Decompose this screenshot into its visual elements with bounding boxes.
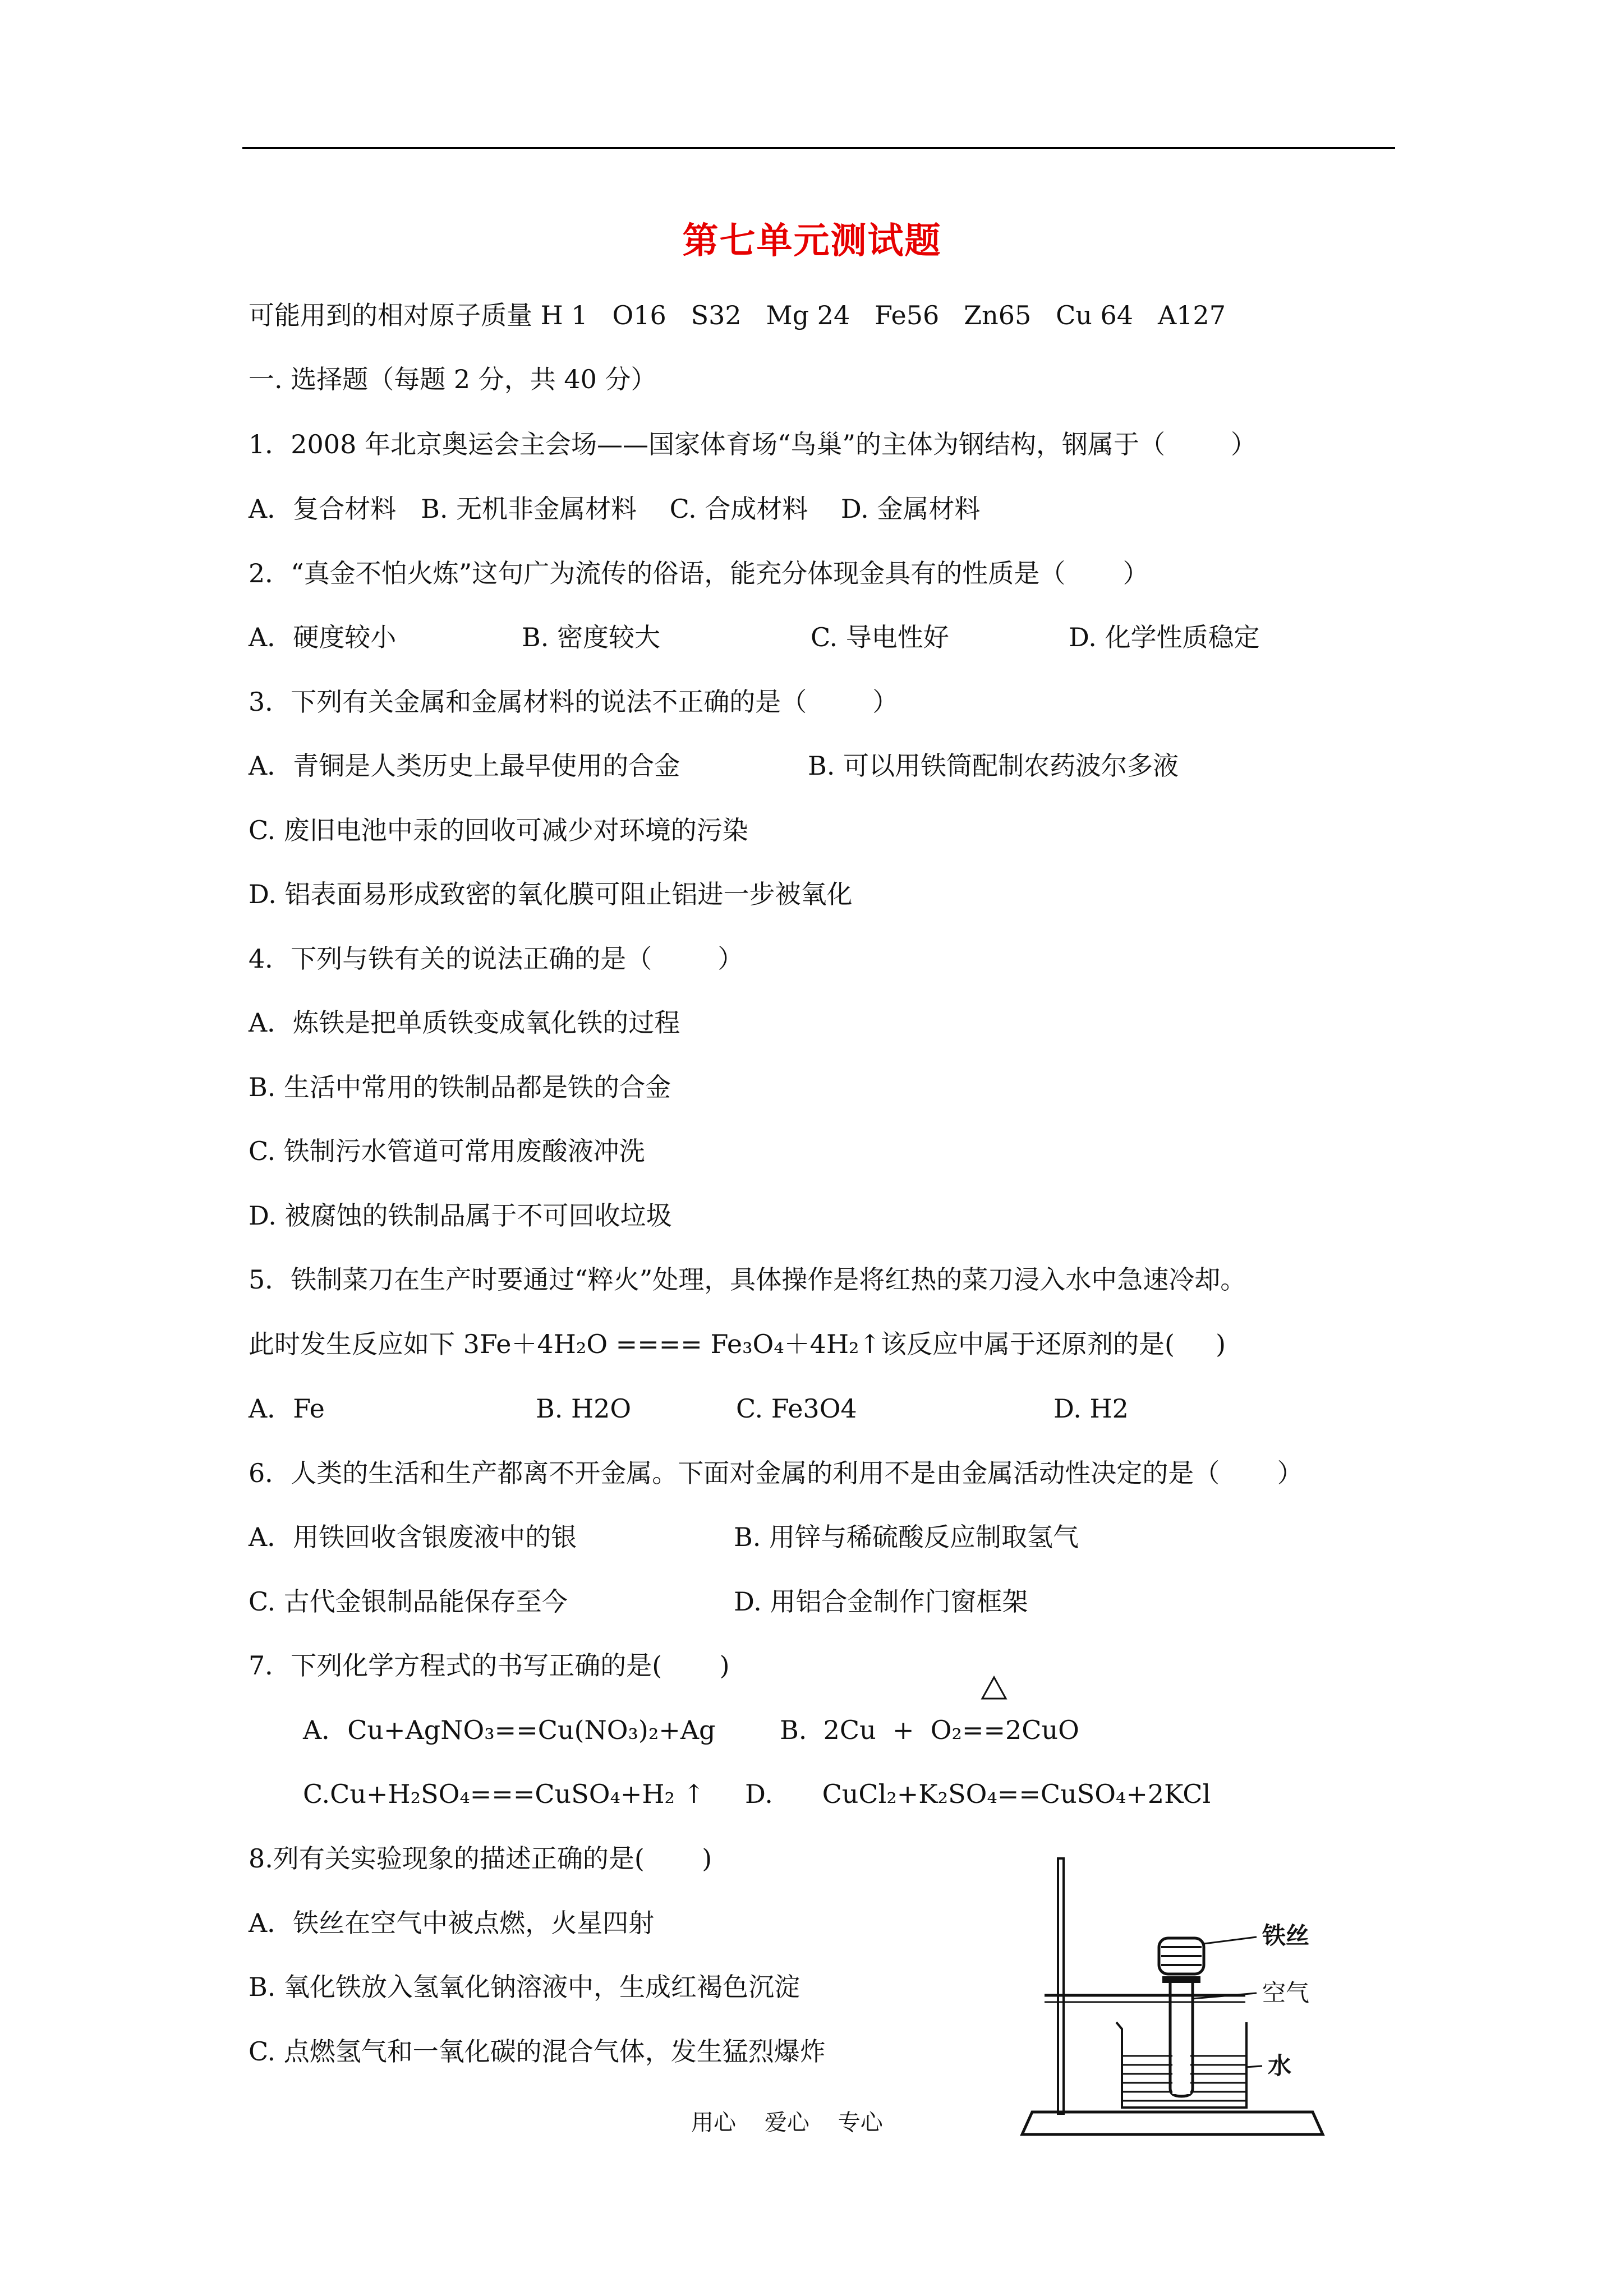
- q5-option-d: D. H2: [1053, 1393, 1129, 1424]
- q4-option-b: B. 生活中常用的铁制品都是铁的合金: [249, 1072, 671, 1102]
- q6-option-d: D. 用铝合金制作门窗框架: [734, 1586, 1028, 1617]
- q8-option-b: B. 氧化铁放入氢氧化钠溶液中，生成红褐色沉淀: [249, 1972, 801, 2002]
- q2-stem: 2．“真金不怕火炼”这句广为流传的俗语，能充分体现金具有的性质是（ ）: [249, 558, 1149, 588]
- q6-option-a: A．用铁回收含银废液中的银: [249, 1522, 577, 1552]
- q5-option-c: C. Fe3O4: [736, 1393, 857, 1424]
- atomic-masses: 可能用到的相对原子质量 H 1 O16 S32 Mg 24 Fe56 Zn65 Cu 64 A127: [249, 300, 1226, 330]
- q3-option-a: A．青铜是人类历史上最早使用的合金: [249, 751, 680, 781]
- q4-option-d: D. 被腐蚀的铁制品属于不可回收垃圾: [249, 1200, 672, 1231]
- footer-motto: 用心 爱心 专心: [691, 2110, 883, 2136]
- page-title: 第七单元测试题: [682, 220, 942, 262]
- q5-stem-line1: 5．铁制菜刀在生产时要通过“粹火”处理，具体操作是将红热的菜刀浸入水中急速冷却。: [249, 1264, 1246, 1295]
- q2-option-d: D. 化学性质稳定: [1069, 622, 1260, 652]
- q7-option-c: C.Cu+H₂SO₄===CuSO₄+H₂ ↑: [303, 1779, 705, 1809]
- q3-option-c: C. 废旧电池中汞的回收可减少对环境的污染: [249, 815, 748, 845]
- experiment-apparatus-figure: [1015, 1854, 1363, 2146]
- q6-stem: 6．人类的生活和生产都离不开金属。下面对金属的利用不是由金属活动性决定的是（ ）: [249, 1458, 1303, 1488]
- q6-option-b: B. 用锌与稀硫酸反应制取氢气: [734, 1522, 1079, 1552]
- label-iron-wire: 铁丝: [1262, 1922, 1310, 1949]
- q2-option-a: A．硬度较小: [249, 622, 397, 652]
- q3-option-b: B. 可以用铁筒配制农药波尔多液: [808, 751, 1179, 781]
- q8-option-c: C. 点燃氢气和一氧化碳的混合气体，发生猛烈爆炸: [249, 2036, 826, 2067]
- header-rule: [242, 147, 1395, 149]
- label-air: 空气: [1262, 1979, 1310, 2007]
- q4-stem: 4．下列与铁有关的说法正确的是（ ）: [249, 944, 744, 974]
- q3-stem: 3．下列有关金属和金属材料的说法不正确的是（ ）: [249, 687, 899, 717]
- label-water: 水: [1268, 2052, 1292, 2079]
- q2-option-c: C. 导电性好: [811, 622, 949, 652]
- q7-option-b: B. 2Cu + O₂==2CuO: [780, 1715, 1079, 1745]
- iron-wire-coil: [1159, 1938, 1204, 1983]
- section-heading: 一. 选择题（每题 2 分，共 40 分）: [249, 364, 657, 394]
- test-tube: [1170, 1983, 1193, 2096]
- q4-option-a: A．炼铁是把单质铁变成氧化铁的过程: [249, 1007, 680, 1038]
- q1-stem: 1．2008 年北京奥运会主会场——国家体育场“鸟巢”的主体为钢结构，钢属于（ ）: [249, 429, 1257, 459]
- q7-option-a: A．Cu+AgNO₃==Cu(NO₃)₂+Ag: [303, 1715, 716, 1745]
- q3-option-d: D. 铝表面易形成致密的氧化膜可阻止铝进一步被氧化: [249, 879, 853, 909]
- q7-option-d: D. CuCl₂+K₂SO₄==CuSO₄+2KCl: [745, 1779, 1211, 1809]
- q5-option-a: A．Fe: [249, 1393, 325, 1424]
- q5-option-b: B. H2O: [536, 1393, 632, 1424]
- q5-stem-line2: 此时发生反应如下 3Fe＋4H₂O ==== Fe₃O₄＋4H₂↑该反应中属于还原剂的是( ): [249, 1329, 1226, 1359]
- q8-option-a: A．铁丝在空气中被点燃，火星四射: [249, 1908, 655, 1938]
- q6-option-c: C. 古代金银制品能保存至今: [249, 1586, 568, 1617]
- q8-stem: 8.列有关实验现象的描述正确的是( ): [249, 1843, 712, 1874]
- q2-option-b: B. 密度较大: [522, 622, 661, 652]
- q1-options: A．复合材料 B. 无机非金属材料 C. 合成材料 D. 金属材料: [249, 494, 981, 524]
- q7-stem: 7．下列化学方程式的书写正确的是( ): [249, 1650, 730, 1681]
- heating-triangle-icon: [981, 1676, 1007, 1700]
- iron-stand-base: [1022, 2112, 1323, 2134]
- iron-stand-rod: [1058, 1858, 1064, 2114]
- q4-option-c: C. 铁制污水管道可常用废酸液冲洗: [249, 1136, 645, 1166]
